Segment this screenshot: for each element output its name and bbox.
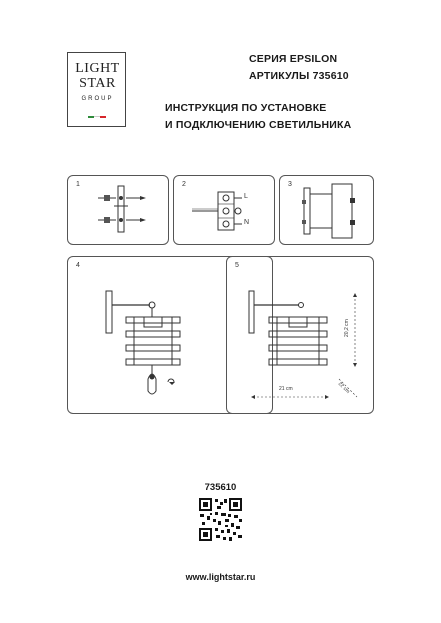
italian-flag-icon: [88, 116, 106, 118]
logo-text-light: LIGHT: [75, 61, 120, 76]
panel-2: [173, 175, 275, 245]
mounting-bracket-screws-diagram: [68, 176, 170, 246]
instruction-title-line1: ИНСТРУКЦИЯ ПО УСТАНОВКЕ: [165, 102, 327, 114]
instruction-title-line2: И ПОДКЛЮЧЕНИЮ СВЕТИЛЬНИКА: [165, 119, 352, 131]
article-label: АРТИКУЛЫ 735610: [249, 70, 349, 82]
logo-text-star: STAR: [79, 76, 116, 91]
panel-5-number: 5: [235, 262, 239, 269]
logo-text-group: GROUP: [81, 96, 114, 102]
base-mounting-diagram: [280, 176, 375, 246]
panel-3: [279, 175, 374, 245]
dimension-depth: 22 cm: [336, 381, 351, 395]
series-label: СЕРИЯ EPSILON: [249, 53, 338, 65]
panel-3-number: 3: [288, 181, 292, 188]
panel-5: [226, 256, 374, 414]
wire-label-n: N: [244, 219, 250, 226]
article-code: 735610: [204, 482, 237, 493]
qr-code: [198, 497, 243, 542]
panel-1: [67, 175, 169, 245]
dimension-width: 21 cm: [279, 386, 293, 392]
lightstar-logo: [67, 52, 126, 127]
panel-4-number: 4: [76, 262, 80, 269]
wire-label-l: L: [244, 193, 248, 200]
dimension-height: 20,2 cm: [344, 319, 350, 337]
wiring-diagram: [174, 176, 276, 246]
website-url: www.lightstar.ru: [185, 572, 256, 582]
panel-2-number: 2: [182, 181, 186, 188]
panel-1-number: 1: [76, 181, 80, 188]
dimensions-diagram: [227, 257, 375, 415]
